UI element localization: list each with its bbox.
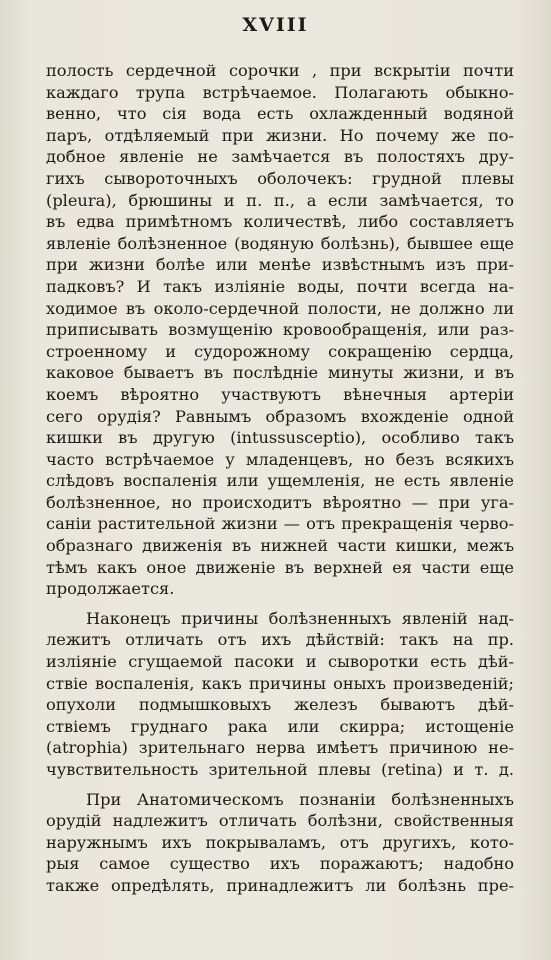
text-line: падковъ? И такъ изліяніе воды, почти всегда на-: [46, 276, 514, 296]
text-line: чувствительность зрительной плевы (retina) и т. д.: [46, 760, 514, 779]
text-line: наружнымъ ихъ покрываламъ, отъ другихъ, кото-: [46, 832, 514, 852]
text-line: въ едва примѣтномъ количествѣ, либо составляетъ: [46, 212, 514, 232]
text-line: тѣмъ какъ оное движеніе въ верхней ея части еще: [46, 557, 514, 577]
body-text: [46, 60, 514, 897]
text-line: также опредѣлять, принадлежитъ ли болѣзнь пре-: [46, 875, 514, 895]
text-line: ствіемъ груднаго рака или скирра; истощеніе: [46, 716, 514, 736]
text-line: Наконецъ причины болѣзненныхъ явленій над-: [86, 608, 514, 628]
text-line: паръ, отдѣляемый при жизни. Но почему же по-: [46, 125, 514, 145]
text-line: опухоли подмышковыхъ железъ бываютъ дѣй-: [46, 695, 514, 715]
text-line: (pleura), брюшины и п. п., а если замѣчается, то: [46, 190, 514, 210]
text-line: орудій надлежитъ отличать болѣзни, свойственныя: [46, 811, 514, 831]
text-line: приписывать возмущенію кровообращенія, или раз-: [46, 320, 514, 340]
text-line: строенному и судорожному сокращенію сердца,: [46, 341, 514, 361]
text-line: болѣзненное, но происходитъ вѣроятно — при уга-: [46, 492, 514, 512]
text-line: продолжается.: [46, 579, 175, 599]
text-line: образнаго движенія въ нижней части кишки, межъ: [46, 536, 514, 556]
text-line: ствіе воспаленія, какъ причины оныхъ произведеній;: [46, 673, 514, 693]
paragraph-2: [46, 608, 514, 781]
text-line: саніи растительной жизни — отъ прекращенія черво-: [46, 514, 514, 534]
text-line: полость сердечной сорочки , при вскрытіи почти: [46, 61, 514, 80]
page-number: XVIII: [242, 14, 309, 36]
text-line: часто встрѣчаемое у младенцевъ, но безъ всякихъ: [46, 449, 514, 469]
text-line: (atrophia) зрительнаго нерва имѣетъ причиною не-: [46, 738, 514, 758]
text-line: явленіе болѣзненное (водяную болѣзнь), бывшее еще: [46, 233, 514, 253]
text-line: При Анатомическомъ познаніи болѣзненныхъ: [86, 789, 514, 809]
text-line: при жизни болѣе или менѣе извѣстнымъ изъ при-: [46, 255, 514, 275]
text-line: лежитъ отличать отъ ихъ дѣйствій: такъ на пр.: [46, 630, 514, 650]
text-line: рыя самое существо ихъ поражаютъ; надобно: [46, 854, 514, 874]
text-line: каковое бываетъ въ послѣдніе минуты жизни, и въ: [46, 363, 514, 383]
text-line: ходимое въ около-сердечной полости, не должно ли: [46, 298, 514, 318]
text-line: добное явленіе не замѣчается въ полостяхъ дру-: [46, 147, 514, 167]
text-line: каждаго трупа встрѣчаемое. Полагають обыкно-: [46, 82, 514, 102]
paragraph-3: [46, 789, 514, 897]
paragraph-1: [46, 60, 514, 600]
text-line: гихъ сывороточныхъ оболочекъ: грудной плевы: [46, 168, 514, 188]
text-line: коемъ вѣроятно участвуютъ вѣнечныя артеріи: [46, 384, 514, 404]
text-line: венно, что сія вода есть охлажденный водяной: [46, 104, 514, 124]
text-line: слѣдовъ воспаленія или ущемленія, не есть явленіе: [46, 471, 514, 491]
text-line: сего орудія? Равнымъ образомъ вхожденіе одной: [46, 406, 514, 426]
text-line: изліяніе сгущаемой пасоки и сыворотки есть дѣй-: [46, 652, 514, 672]
text-line: кишки въ другую (intussusceptio), особливо такъ: [46, 428, 514, 448]
